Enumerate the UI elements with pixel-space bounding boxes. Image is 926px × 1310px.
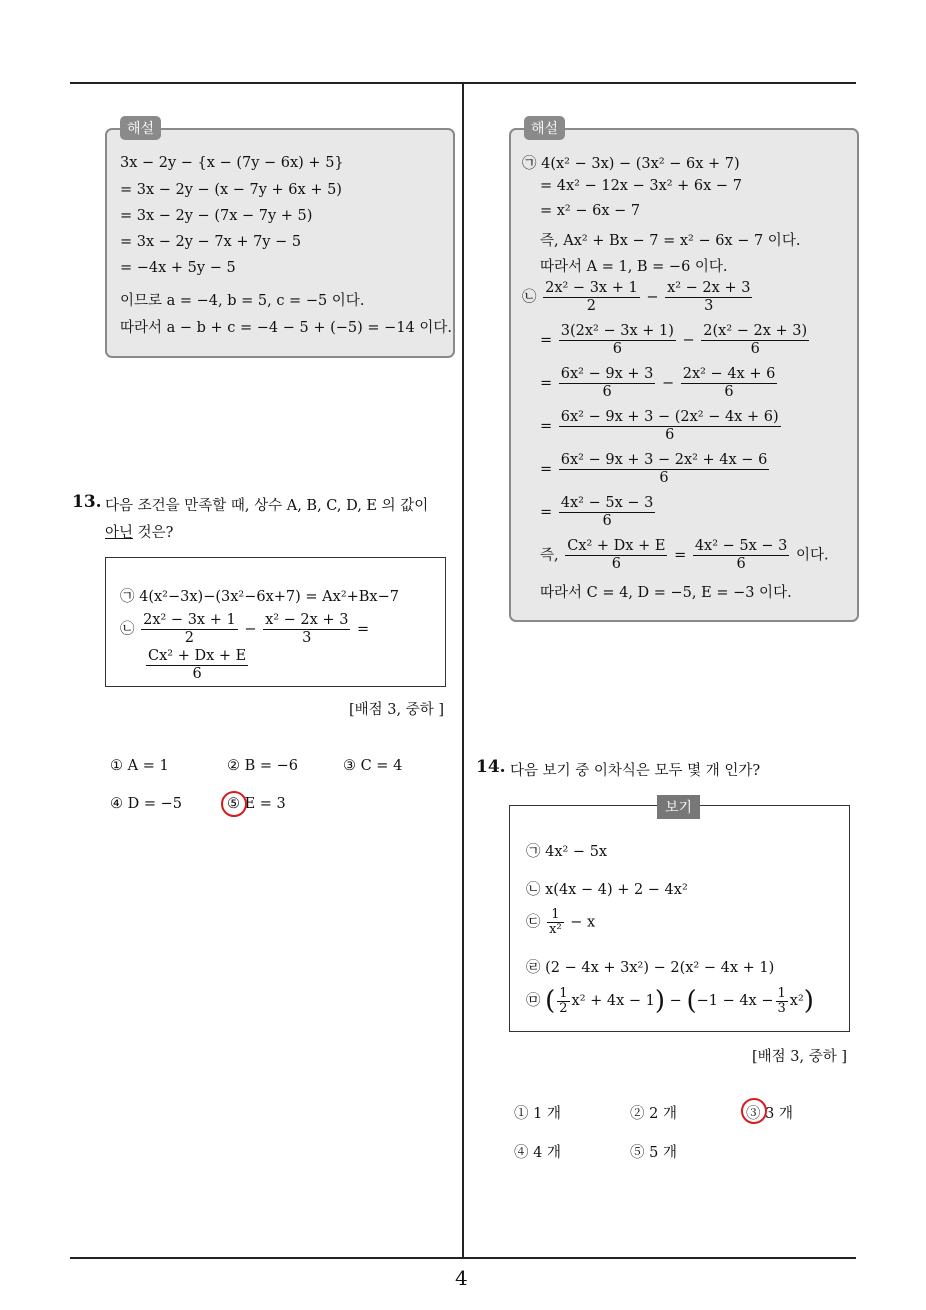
q13-choice-2[interactable]: ② B = −6 <box>227 758 299 774</box>
q13-underlined-word: 아닌 <box>105 525 134 541</box>
right-sol-l12 <box>540 538 829 573</box>
q13-cond1-expr: 4(x²−3x)−(3x²−6x+7) = Ax²+Bx−7 <box>139 589 399 605</box>
q14-item3-rest: − x <box>570 914 596 931</box>
bottom-rule <box>70 1257 856 1259</box>
q14-item1-expr: 4x² − 5x <box>545 844 608 860</box>
q14-score: [배점 3, 중하 ] <box>752 1049 848 1065</box>
q13-text-line1: 다음 조건을 만족할 때, 상수 A, B, C, D, E 의 값이 <box>105 498 429 514</box>
q13-cond2-marker: ㉡ <box>120 621 135 638</box>
right-sol-l6-marker: ㉡ <box>522 289 537 306</box>
q14-item5-marker: ㉤ <box>526 993 541 1009</box>
right-sol-l10-frac: $\frac{\text{6x² − 9x + 3 − 2x² + 4x − 6}}{6}$ <box>560 452 768 486</box>
right-sol-l12-frac2: $\frac{\text{4x² − 5x − 3}}{6}$ <box>694 538 788 572</box>
q14-number: 14. <box>476 757 506 777</box>
q13-cond2-frac3: $\frac{\text{Cx² + Dx + E}}{6}$ <box>148 648 247 682</box>
right-sol-l8-frac1: $\frac{\text{6x² − 9x + 3}}{6}$ <box>560 366 654 400</box>
q13-cond2-minus: − <box>244 621 257 638</box>
q13-number: 13. <box>72 492 102 512</box>
q13-cond2-frac1: $\frac{\text{2x² − 3x + 1}}{2}$ <box>143 612 236 646</box>
right-sol-l9-frac: $\frac{\text{6x² − 9x + 3 − (2x² − 4x + 6)}}{6}$ <box>560 409 779 443</box>
q13-text-line2 <box>105 521 173 542</box>
q14-item2-marker: ㉡ <box>526 882 541 898</box>
right-sol-l10 <box>540 452 771 487</box>
right-sol-l4: 즉, Ax² + Bx − 7 = x² − 6x − 7 이다. <box>540 233 801 249</box>
q14-item2-expr: x(4x − 4) + 2 − 4x² <box>545 882 688 898</box>
left-solution-tag: 해설 <box>120 116 161 140</box>
right-sol-l12-pre: 즉, <box>540 547 559 564</box>
q13-cond2-eq: = <box>357 621 370 638</box>
right-sol-l1: ㉠ 4(x² − 3x) − (3x² − 6x + 7) <box>522 156 740 172</box>
q14-item5-part2: −1 − 4x − <box>696 993 774 1009</box>
right-sol-l12-post: 이다. <box>796 547 829 564</box>
left-sol-line-1: 3x − 2y − {x − (7y − 6x) + 5} <box>120 155 344 171</box>
left-sol-line-6: 이므로 a = −4, b = 5, c = −5 이다. <box>120 293 365 309</box>
right-sol-l7-op: − <box>682 332 695 349</box>
right-solution-tag: 해설 <box>524 116 565 140</box>
right-sol-l6-frac2: $\frac{\text{x² − 2x + 3}}{3}$ <box>667 280 751 314</box>
q13-cond1-marker: ㉠ <box>120 589 135 605</box>
q13-cond2 <box>120 612 369 647</box>
q14-answer-mark <box>741 1098 767 1124</box>
q13-choice-1[interactable]: ① A = 1 <box>110 758 169 774</box>
q13-score: [배점 3, 중하 ] <box>349 702 445 718</box>
q14-item1-marker: ㉠ <box>526 844 541 860</box>
right-sol-l3: = x² − 6x − 7 <box>540 203 641 219</box>
q14-item-5: ㉤ ( $\frac{1}{2}$ x² + 4x − 1) − (−1 − 4x − $\frac{1}{3}$ x²) <box>526 985 814 1016</box>
q14-choice-5[interactable]: ⑤ 5 개 <box>630 1145 677 1161</box>
q14-item-2 <box>526 878 688 899</box>
right-sol-l11 <box>540 495 657 530</box>
left-sol-line-3: = 3x − 2y − (7x − 7y + 5) <box>120 208 313 224</box>
q14-text: 다음 보기 중 이차식은 모두 몇 개 인가? <box>510 763 761 779</box>
q13-cond2-frac2: $\frac{\text{x² − 2x + 3}}{3}$ <box>265 612 349 646</box>
left-sol-line-7: 따라서 a − b + c = −4 − 5 + (−5) = −14 이다. <box>120 320 453 336</box>
page-number: 4 <box>455 1266 468 1290</box>
q13-choice-4[interactable]: ④ D = −5 <box>110 796 182 812</box>
q14-item-4 <box>526 956 774 977</box>
right-sol-l8-eq: = <box>540 375 553 392</box>
q14-item5-frac1: $\frac{1}{2}$ <box>559 985 568 1016</box>
right-sol-l6-op: − <box>646 289 659 306</box>
right-sol-l11-frac: $\frac{\text{4x² − 5x − 3}}{6}$ <box>560 495 654 529</box>
right-sol-l2: = 4x² − 12x − 3x² + 6x − 7 <box>540 178 742 194</box>
right-sol-l12-eq: = <box>674 547 687 564</box>
right-sol-l7-eq: = <box>540 332 553 349</box>
right-sol-l7-frac1: $\frac{\text{3(2x² − 3x + 1)}}{6}$ <box>560 323 674 357</box>
q14-item-1 <box>526 840 607 861</box>
q14-item3-frac: $\frac{1}{\text{x²}}$ <box>549 907 562 937</box>
right-sol-l9 <box>540 409 783 444</box>
right-sol-l5: 따라서 A = 1, B = −6 이다. <box>540 259 728 275</box>
left-sol-line-5: = −4x + 5y − 5 <box>120 260 236 276</box>
right-sol-l8-op: − <box>661 375 675 392</box>
q14-choice-1[interactable]: ① 1 개 <box>514 1106 561 1122</box>
q14-item5-minus: − <box>669 993 682 1009</box>
q14-bogi-tag: 보기 <box>657 795 700 819</box>
q14-item5-part1: x² + 4x − 1 <box>571 993 655 1009</box>
q13-choice-5[interactable]: ⑤ E = 3 <box>227 796 286 812</box>
q13-answer-mark <box>221 791 247 817</box>
q13-cond2-rhs <box>144 648 250 683</box>
q13-cond1 <box>120 585 399 606</box>
right-sol-l7-frac2: $\frac{\text{2(x² − 2x + 3)}}{6}$ <box>703 323 808 357</box>
q13-choice-3[interactable]: ③ C = 4 <box>343 758 403 774</box>
q14-choice-4[interactable]: ④ 4 개 <box>514 1145 561 1161</box>
q14-item5-part3: x² <box>789 993 804 1009</box>
right-sol-l10-eq: = <box>540 461 553 478</box>
column-divider <box>462 84 464 1258</box>
q14-choice-3[interactable]: ③ 3 개 <box>746 1106 793 1122</box>
q14-choice-2[interactable]: ② 2 개 <box>630 1106 677 1122</box>
q13-text-rest: 것은? <box>133 525 174 541</box>
q14-item4-expr: (2 − 4x + 3x²) − 2(x² − 4x + 1) <box>545 960 775 976</box>
left-sol-line-2: = 3x − 2y − (x − 7y + 6x + 5) <box>120 182 342 198</box>
right-sol-l7 <box>540 323 811 358</box>
q14-item3-marker: ㉢ <box>526 914 541 931</box>
right-sol-l6-frac1: $\frac{\text{2x² − 3x + 1}}{2}$ <box>545 280 638 314</box>
q14-item-3 <box>526 908 595 937</box>
q14-item5-frac2: $\frac{1}{3}$ <box>777 985 786 1016</box>
right-sol-l8 <box>540 366 779 401</box>
right-sol-l9-eq: = <box>540 418 553 435</box>
right-sol-l12-frac1: $\frac{\text{Cx² + Dx + E}}{6}$ <box>567 538 666 572</box>
right-sol-l11-eq: = <box>540 504 553 521</box>
left-sol-line-4: = 3x − 2y − 7x + 7y − 5 <box>120 234 302 250</box>
q14-item4-marker: ㉣ <box>526 960 541 976</box>
right-sol-l6 <box>522 280 754 315</box>
right-sol-l13: 따라서 C = 4, D = −5, E = −3 이다. <box>540 585 792 601</box>
right-sol-l8-frac2: $\frac{\text{2x² − 4x + 6}}{6}$ <box>682 366 776 400</box>
